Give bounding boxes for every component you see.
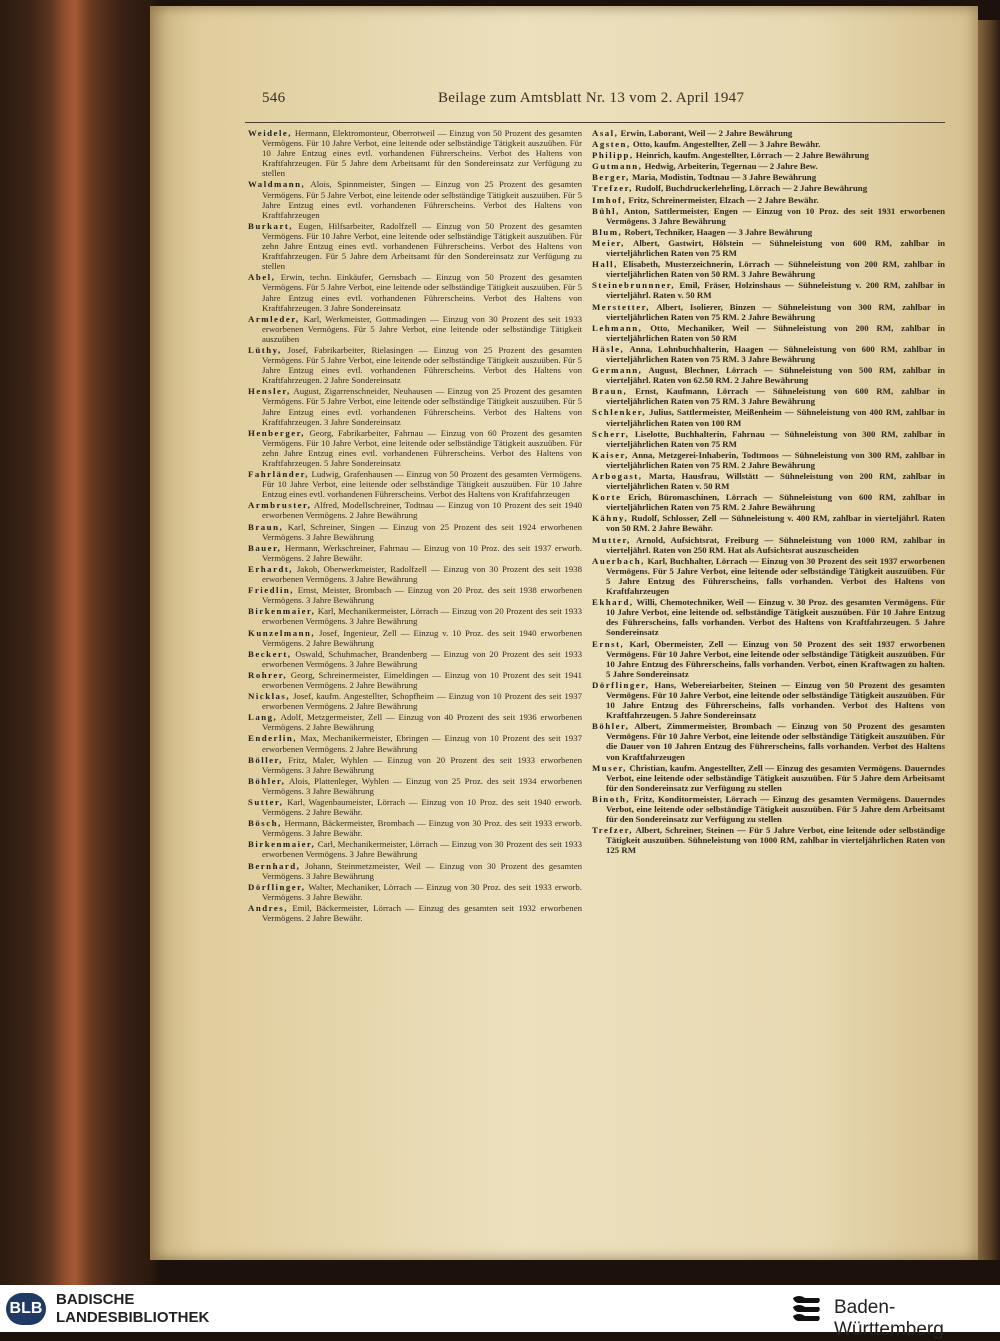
entry-text: Erich, Büromaschinen, Lörrach — Sühneleistung von 600 RM, zahlbar in vierteljährlichen Raten von 75 RM. 2 Jahre Bewährung: [606, 492, 946, 513]
entry: [590, 344, 945, 364]
right-column: [590, 128, 945, 856]
entry-name: Dörflinger,: [592, 679, 650, 690]
entry-text: Karl, Werkmeister, Gottmadingen — Einzug von 30 Prozent des seit 1933 erworbenen Vermögens. Für 5 Jahre Verbot, eine leitende oder selbständige Tätigkeit auszuüben: [262, 313, 582, 344]
entry-name: Ekhard,: [592, 597, 634, 608]
page-title: Beilage zum Amtsblatt Nr. 13 vom 2. April 1947: [438, 90, 745, 106]
entry-text: Albert, Gastwirt, Hölstein — Sühneleistung von 600 RM, zahlbar in vierteljährlichen Raten von 75 RM: [606, 237, 945, 259]
entry-name: Andres,: [248, 902, 288, 913]
entry-name: Enderlin,: [248, 733, 297, 744]
entry: [590, 150, 945, 160]
entry-name: Lehmann,: [592, 322, 643, 333]
entry-name: Trefzer,: [592, 825, 633, 836]
entry-name: Asal,: [592, 128, 619, 138]
entry: [246, 839, 582, 859]
entry-name: Lang,: [248, 712, 278, 723]
entry-text: Otto, kaufm. Angestellter, Zell — 3 Jahre Bewähr.: [632, 139, 821, 150]
entry-name: Sutter,: [248, 797, 284, 807]
entry-name: Burkart,: [248, 220, 293, 231]
entry-name: Birkenmaier,: [248, 606, 316, 617]
blb-logo: BLB: [6, 1293, 46, 1325]
entry-text: Otto, Mechaniker, Weil — Sühneleistung von 200 RM, zahlbar in vierteljährlichen Raten von 50 RM: [606, 322, 945, 343]
entry-text: Hermann, Bäckermeister, Brombach — Einzug von 30 Proz. des seit 1933 erworb. Vermögens. 3 Jahre Bewähr.: [262, 818, 583, 839]
entry-text: Max, Mechanikermeister, Ebringen — Einzug von 10 Prozent des seit 1937 erworbenen Vermögens. 2 Jahre Bewährung: [262, 733, 582, 754]
entry-name: Imhof,: [592, 194, 627, 205]
entry-name: Trefzer,: [592, 183, 633, 194]
entry: [246, 500, 582, 520]
entry: [590, 302, 945, 322]
baden-wuerttemberg-lions-icon: [790, 1291, 824, 1325]
entry-text: Karl, Schreiner, Singen — Einzug von 25 Prozent des seit 1924 erworbenen Vermögens. 3 Jahre Bewährung: [262, 521, 582, 542]
page-number: 546: [262, 90, 286, 106]
entry-text: Albert, Isolierer, Binzen — Sühneleistung von 300 RM, zahlbar in vierteljährlichen Raten von 75 RM. 2 Jahre Bewährung: [606, 301, 945, 322]
entry-text: August, Blechner, Lörrach — Sühneleistung von 500 RM, zahlbar in vierteljährl. Raten von 62.50 RM. 2 Jahre Bewährung: [606, 365, 946, 386]
entry-name: Merstetter,: [592, 301, 650, 312]
entry-text: Josef, Ingenieur, Zell — Einzug v. 10 Proz. des seit 1940 erworbenen Vermögens. 2 Jahre Bewährung: [262, 627, 582, 648]
entry-text: Josef, Fabrikarbeiter, Rielasingen — Einzug von 25 Prozent des gesamten Vermögens. Für 5 Jahre Verbot, eine leitende oder selbständige Tätigkeit auszuüben. Für 5 Jahre Entzug eines evtl. vorhandenen Führerscheins. Verbot des Haltens von Kraftfahrzeugen. 2 Jahre Sondereinsatz: [262, 344, 582, 386]
entry-name: Abel,: [248, 272, 276, 283]
entry-text: Elisabeth, Musterzeichnerin, Lörrach — Sühneleistung von 200 RM, zahlbar in vierteljährlichen Raten von 50 RM. 3 Jahre Bewährung: [606, 259, 945, 280]
entry-text: Hermann, Elektromonteur, Oberrotweil — Einzug von 50 Prozent des gesamten Vermögens. Für 10 Jahre Verbot, eine leitende oder selbständige Tätigkeit auszuüben. Für 10 Jahre Entzug eines evtl. vorhandenen Führerscheins. Verbot des Haltens von Kraftfahrzeugen. Für 5 Jahre dem Arbeitsamt für den Sondereinsatz zur Verfügung zu stellen: [262, 128, 582, 179]
entry: [590, 597, 945, 637]
entry-name: Friedlin,: [248, 585, 294, 596]
entry-text: Heinrich, kaufm. Angestellter, Lörrach — 2 Jahre Bewährung: [635, 150, 869, 161]
entry-name: Lüthy,: [248, 344, 282, 355]
entry: [590, 183, 945, 193]
entry: [590, 794, 945, 824]
entry: [246, 345, 582, 385]
entry: [590, 680, 945, 720]
entry-text: Albert, Zimmermeister, Brombach — Einzug von 50 Prozent des gesamten Vermögens. Für 10 Jahre Verbot, eine leitende oder selbständige Tätigkeit auszuüben. Für die Dauer von 10 Jahren Entzug des Führerscheins, falls vorhanden. Verbot des Haltens von Kraftfahrzeugen: [606, 721, 945, 762]
entry-name: Gutmann,: [592, 161, 643, 172]
entry: [246, 128, 582, 178]
entry-text: Karl, Mechanikermeister, Lörrach — Einzug von 20 Prozent des seit 1933 erworbenen Vermögens. 3 Jahre Bewährung: [262, 606, 583, 627]
entry: [590, 407, 945, 427]
blb-name-line2: LANDESBIBLIOTHEK: [56, 1309, 210, 1326]
entry: [590, 161, 945, 171]
entry-name: Arbogast,: [592, 471, 643, 481]
entry-text: Christian, kaufm. Angestellter, Zell — Einzug des gesamten Vermögens. Dauerndes Verbot, eine leitende oder selbständige Tätigkeit auszuüben. Für 5 Jahre dem Arbeitsamt für den Sondereinsatz zur Verfügung zu stellen: [606, 762, 945, 793]
entry: [590, 195, 945, 205]
entry: [246, 606, 582, 626]
entry: [246, 691, 582, 711]
entry-name: Kunzelmann,: [248, 627, 316, 638]
entry-text: Arnold, Aufsichtsrat, Freiburg — Sühneleistung von 1000 RM, zahlbar in vierteljährl. Raten von 250 RM. Hat als Aufsichtsrat auszuscheiden: [606, 534, 945, 555]
entry-name: Häsle,: [592, 343, 625, 354]
entry-name: Steinebrunnner,: [592, 280, 676, 291]
entry-text: Liselotte, Buchhalterin, Fahrnau — Sühneleistung von 300 RM, zahlbar in vierteljährlichen Raten von 75 RM: [606, 428, 945, 449]
entry: [246, 221, 582, 271]
entry: [590, 450, 945, 470]
entry-text: Alois, Plattenleger, Wyhlen — Einzug von 25 Proz. des seit 1934 erworbenen Vermögens. 3 Jahre Bewährung: [262, 775, 582, 796]
entry-text: Adolf, Metzgermeister, Zell — Einzug von 40 Prozent des seit 1936 erworbenen Vermögens. 2 Jahre Bewährung: [262, 712, 582, 733]
entry-text: Josef, kaufm. Angestellter, Schopfheim — Einzug von 10 Prozent des seit 1937 erworbenen Vermögens. 2 Jahre Bewährung: [262, 691, 582, 712]
entry: [246, 755, 582, 775]
entry-name: Kähny,: [592, 513, 629, 524]
entry: [590, 535, 945, 555]
entry-name: Philipp,: [592, 150, 634, 161]
entry-name: Kaiser,: [592, 449, 629, 460]
entry: [246, 522, 582, 542]
entry-text: Albert, Schreiner, Steinen — Für 5 Jahre Verbot, eine leitende oder selbständige Tätigkeit auszuüben. Sühneleistung von 1000 RM, zahlbar in vierteljährlichen Raten von 125 RM: [606, 825, 945, 856]
document-page: [150, 6, 978, 1260]
entry-text: Karl, Wagenbaumeister, Lörrach — Einzug von 10 Proz. des seit 1940 erworb. Vermögens. 2 Jahre Bewähr.: [262, 797, 583, 818]
entry-text: Hans, Webereiarbeiter, Steinen — Einzug von 50 Prozent des gesamten Vermögens. Für 10 Jahre Verbot, eine leitende oder selbständige Tätigkeit auszuüben. Für 10 Jahre Entzug des Führerscheins, falls vorhanden. Verbot des Haltens von Kraftfahrzeugen. 5 Jahre Sondereinsatz: [606, 679, 945, 721]
entry-text: Karl, Obermeister, Zell — Einzug von 50 Prozent des seit 1937 erworbenen Vermögens. Für 10 Jahre Verbot, eine leitende oder selbständige Tätigkeit auszuüben. Für 10 Jahre Entzug des Führerscheins, falls vorhanden. Verbot, einen Kraftwagen zu halten. 5 Jahre Sondereinsatz: [606, 638, 945, 679]
entry-name: Bernhard,: [248, 860, 301, 871]
entry-name: Fahrländer,: [248, 469, 309, 480]
entry-name: Scherr,: [592, 428, 630, 439]
entry-name: Blum,: [592, 226, 623, 237]
left-column: [246, 128, 582, 924]
entry: [590, 721, 945, 761]
entry-text: Hedwig, Arbeiterin, Tegernau — 2 Jahre Bew.: [644, 161, 818, 172]
entry-name: Agsten,: [592, 139, 631, 150]
entry: [590, 365, 945, 385]
entry: [590, 259, 945, 279]
entry-name: Böhler,: [248, 775, 286, 786]
entry: [246, 469, 582, 499]
entry: [246, 903, 582, 923]
entry: [590, 280, 945, 300]
entry-name: Henberger,: [248, 427, 305, 438]
entry: [246, 386, 582, 426]
entry: [590, 139, 945, 149]
entry-text: Willi, Chemotechniker, Weil — Einzug v. 30 Proz. des gesamten Vermögens. Für 10 Jahre Verbot, eine leitende od. selbständige Tätigkeit auszuüben. Für 10 Jahre Entzug des Führerscheins, falls vorhanden. Verbot des Haltens von Kraftfahrzeugen. 5 Jahre Sondereinsatz: [606, 597, 945, 638]
entry-name: Nicklas,: [248, 691, 291, 702]
entry: [590, 825, 945, 855]
entry-text: Alfred, Modellschreiner, Todtnau — Einzug von 10 Prozent des seit 1940 erworbenen Vermögens. 2 Jahre Bewährung: [262, 500, 582, 521]
entry-name: Mutter,: [592, 534, 631, 545]
entry-text: Anton, Sattlermeister, Engen — Einzug von 10 Proz. des seit 1931 erworbenen Vermögens. 3 Jahre Bewährung: [606, 205, 946, 226]
entry-name: Armleder,: [248, 313, 300, 324]
entry-name: Birkenmaier,: [248, 839, 316, 850]
entry-name: Bühl,: [592, 205, 620, 216]
entry: [590, 639, 945, 679]
entry: [590, 492, 945, 512]
entry: [246, 670, 582, 690]
entry-name: Germann,: [592, 365, 643, 376]
entry: [246, 585, 582, 605]
entry-name: Auerbach,: [592, 555, 645, 566]
entry-name: Binoth,: [592, 793, 631, 804]
entry-name: Muser,: [592, 762, 627, 773]
entry-name: Rohrer,: [248, 669, 288, 680]
blb-name: [56, 1291, 209, 1327]
entry-text: Erwin, techn. Einkäufer, Gernsbach — Einzug von 50 Prozent des gesamten Vermögens. Für 5 Jahre Verbot, eine leitende oder selbständige Tätigkeit auszuüben. Für 5 Jahre Entzug eines evtl. vorhandenen Führerscheins. Verbot des Haltens von Kraftfahrzeugen. 3 Jahre Sondereinsatz: [262, 272, 582, 313]
entry-text: Rudolf, Buchdruckerlehrling, Lörrach — 2 Jahre Bewährung: [635, 183, 868, 194]
entry-text: Emil, Bäckermeister, Lörrach — Einzug des gesamten seit 1932 erworbenen Vermögens. 2 Jahre Bewähr.: [262, 902, 582, 924]
entry: [246, 797, 582, 817]
entry: [590, 471, 945, 491]
entry-text: Hermann, Werkschreiner, Fahrnau — Einzug von 10 Proz. des seit 1937 erworb. Vermögens. 2 Jahre Bewähr.: [262, 542, 582, 563]
entry-text: Ludwig, Grafenhausen — Einzug von 50 Prozent des gesamten Vermögens. Für 10 Jahre Verbot, eine leitende oder selbständige Tätigkeit auszuüben. Für 10 Jahre Entzug eines evtl. vorhandenen Führerscheins. Verbot des Haltens von Kraftfahrzeugen: [262, 469, 582, 500]
entry-text: Georg, Fabrikarbeiter, Fahrnau — Einzug von 60 Prozent des gesamten Vermögens. Für 10 Jahre Verbot, eine leitende oder selbständige Tätigkeit auszuüben. Für zehn Jahre Entzug eines evtl. vorhandenen Führerscheins. Verbot des Haltens von Kraftfahrzeugen. 5 Jahre Sondereinsatz: [262, 427, 582, 468]
entry-text: Ernst, Meister, Brombach — Einzug von 20 Proz. des seit 1938 erworbenen Vermögens. 3 Jahre Bewährung: [262, 585, 582, 606]
entry-text: Ernst, Kaufmann, Lörrach — Sühneleistung von 600 RM, zahlbar in vierteljährlichen Raten von 75 RM. 3 Jahre Bewährung: [606, 386, 946, 407]
entry-name: Böller,: [248, 754, 283, 765]
entry: [246, 712, 582, 732]
entry-text: Fritz, Schreinermeister, Elzach — 2 Jahre Bewähr.: [628, 194, 819, 205]
entry-text: Fritz, Konditormeister, Lörrach — Einzug des gesamten Vermögens. Dauerndes Verbot, eine leitende oder selbständige Tätigkeit auszuüben. Für 5 Jahre dem Arbeitsamt für den Sondereinsatz zur Verfügung zu stellen: [606, 793, 945, 825]
entry-text: Erwin, Laborant, Weil — 2 Jahre Bewährung: [620, 128, 793, 138]
entry: [590, 556, 945, 596]
entry: [246, 818, 582, 838]
entry: [590, 323, 945, 343]
entry: [246, 628, 582, 648]
entry-name: Beckert,: [248, 648, 292, 659]
entry-text: Carl, Mechanikermeister, Lörrach — Einzug von 30 Prozent des seit 1933 erworbenen Vermögens. 3 Jahre Bewährung: [262, 839, 582, 860]
entry-name: Armbruster,: [248, 500, 312, 511]
entry-name: Waldmann,: [248, 179, 306, 190]
entry-text: Jakob, Oberwerkmeister, Radolfzell — Einzug von 30 Prozent des seit 1938 erworbenen Vermögens. 3 Jahre Bewährung: [262, 563, 582, 585]
entry-name: Berger,: [592, 172, 630, 183]
entry-text: Georg, Schreinermeister, Eimeldingen — Einzug von 10 Prozent des seit 1941 erworbenen Vermögens. 2 Jahre Bewährung: [262, 669, 582, 690]
bw-name: Baden-Württemberg: [834, 1297, 944, 1340]
entry: [590, 429, 945, 449]
entry-text: Karl, Buchhalter, Lörrach — Einzug von 30 Prozent des seit 1937 erworbenen Vermögens. Für 5 Jahre Verbot, eine leitende oder selbständige Tätigkeit auszuüben. Für 5 Jahre Entzug des Führerscheins, falls vorhanden. Verbot des Haltens von Kraftfahrzeugen: [606, 555, 946, 597]
entry-text: Oswald, Schuhmacher, Brandenberg — Einzug von 20 Prozent des seit 1933 erworbenen Vermögens. 3 Jahre Bewährung: [262, 648, 583, 669]
entry: [246, 882, 582, 902]
entry-name: Dörflinger,: [248, 881, 306, 892]
entry: [246, 314, 582, 344]
entry: [246, 564, 582, 584]
entry-name: Bauer,: [248, 542, 282, 553]
entry-text: Maria, Modistin, Todtnau — 3 Jahre Bewährung: [631, 172, 817, 183]
entry-name: Hall,: [592, 259, 618, 270]
entry-text: Walter, Mechaniker, Lörrach — Einzug von 30 Proz. des seit 1933 erworb. Vermögens. 3 Jahre Bewähr.: [262, 881, 582, 902]
entry-name: Braun,: [592, 386, 628, 397]
entry-text: August, Zigarrenschneider, Neuhausen — Einzug von 25 Prozent des gesamten Vermögens. Für 5 Jahre Verbot, eine leitende oder selbständige Tätigkeit auszuüben. Für 5 Jahre Entzug eines evtl. vorhandenen Führerscheins. Verbot des Haltens von Kraftfahrzeugen. 3 Jahre Sondereinsatz: [262, 386, 582, 427]
entry-text: Emil, Fräser, Holzinshaus — Sühneleistung v. 200 RM, zahlbar in vierteljährl. Raten v. 50 RM: [606, 280, 946, 301]
entry: [590, 172, 945, 182]
entry: [590, 386, 945, 406]
header-rule: [245, 122, 945, 123]
entry-text: Alois, Spinnmeister, Singen — Einzug von 25 Prozent des gesamten Vermögens. Für 5 Jahre Verbot, eine leitende oder selbständige Tätigkeit auszuüben. Für 5 Jahre Entzug eines evtl. vorhandenen Führerscheins. Verbot des Haltens von Kraftfahrzeugen: [262, 179, 582, 220]
entry-text: Eugen, Hilfsarbeiter, Radolfzell — Einzug von 50 Prozent des gesamten Vermögens. Für 10 Jahre Verbot, eine leitende oder selbständige Tätigkeit auszuüben. Für zehn Jahre Entzug eines evtl. vorhandenen Führerscheins. Verbot des Haltens von Kraftfahrzeugen. Für 5 Jahre dem Arbeitsamt für den Sondereinsatz zur Verfügung zu stellen: [262, 220, 582, 272]
entry-name: Bösch,: [248, 818, 282, 829]
entry: [590, 227, 945, 237]
entry-name: Meier,: [592, 237, 625, 248]
entry-name: Erhardt,: [248, 563, 293, 574]
entry: [246, 733, 582, 753]
entry: [246, 543, 582, 563]
entry: [590, 513, 945, 533]
entry-name: Böhler,: [592, 721, 630, 732]
entry-text: Rudolf, Schlosser, Zell — Sühneleistung v. 400 RM, zahlbar in vierteljährl. Raten von 50 RM. 2 Jahre Bewähr.: [606, 513, 945, 534]
entry-name: Hensler,: [248, 386, 291, 397]
entry-name: Ernst,: [592, 638, 625, 649]
book-edge: [976, 20, 1000, 1260]
entry-name: Schlenker,: [592, 407, 647, 418]
entry: [246, 428, 582, 468]
entry: [246, 861, 582, 881]
entry-text: Anna, Lohnbuchhalterin, Haagen — Sühneleistung von 600 RM, zahlbar in vierteljährlichen Raten von 75 RM. 3 Jahre Bewährung: [606, 343, 946, 364]
entry-text: Johann, Steinmetzmeister, Weil — Einzug von 30 Prozent des gesamten Vermögens. 3 Jahre Bewährung: [262, 860, 583, 881]
entry-name: Korte: [592, 492, 622, 503]
entry-text: Robert, Techniker, Haagen — 3 Jahre Bewährung: [624, 226, 813, 237]
entry: [590, 128, 945, 138]
entry-text: Anna, Metzgerei-Inhaberin, Todtmoos — Sühneleistung von 300 RM, zahlbar in vierteljährlichen Raten von 75 RM. 2 Jahre Bewährung: [606, 449, 945, 470]
footer-bar: [0, 1285, 1000, 1340]
entry-text: Julius, Sattlermeister, Meißenheim — Sühneleistung von 400 RM, zahlbar in vierteljährlichen Raten von 100 RM: [606, 407, 945, 428]
entry-name: Weidele,: [248, 128, 293, 138]
blb-name-line1: BADISCHE: [56, 1291, 135, 1308]
entry: [590, 763, 945, 793]
entry: [246, 649, 582, 669]
entry: [590, 206, 945, 226]
entry-text: Fritz, Maler, Wyhlen — Einzug von 20 Prozent des seit 1933 erworbenen Vermögens. 3 Jahre Bewährung: [262, 754, 582, 775]
entry: [246, 272, 582, 312]
entry: [590, 238, 945, 258]
entry: [246, 776, 582, 796]
entry-text: Marta, Hausfrau, Willstätt — Sühneleistung von 200 RM, zahlbar in vierteljährlichen Raten v. 50 RM: [606, 471, 945, 492]
entry-name: Braun,: [248, 521, 284, 532]
entry: [246, 179, 582, 219]
